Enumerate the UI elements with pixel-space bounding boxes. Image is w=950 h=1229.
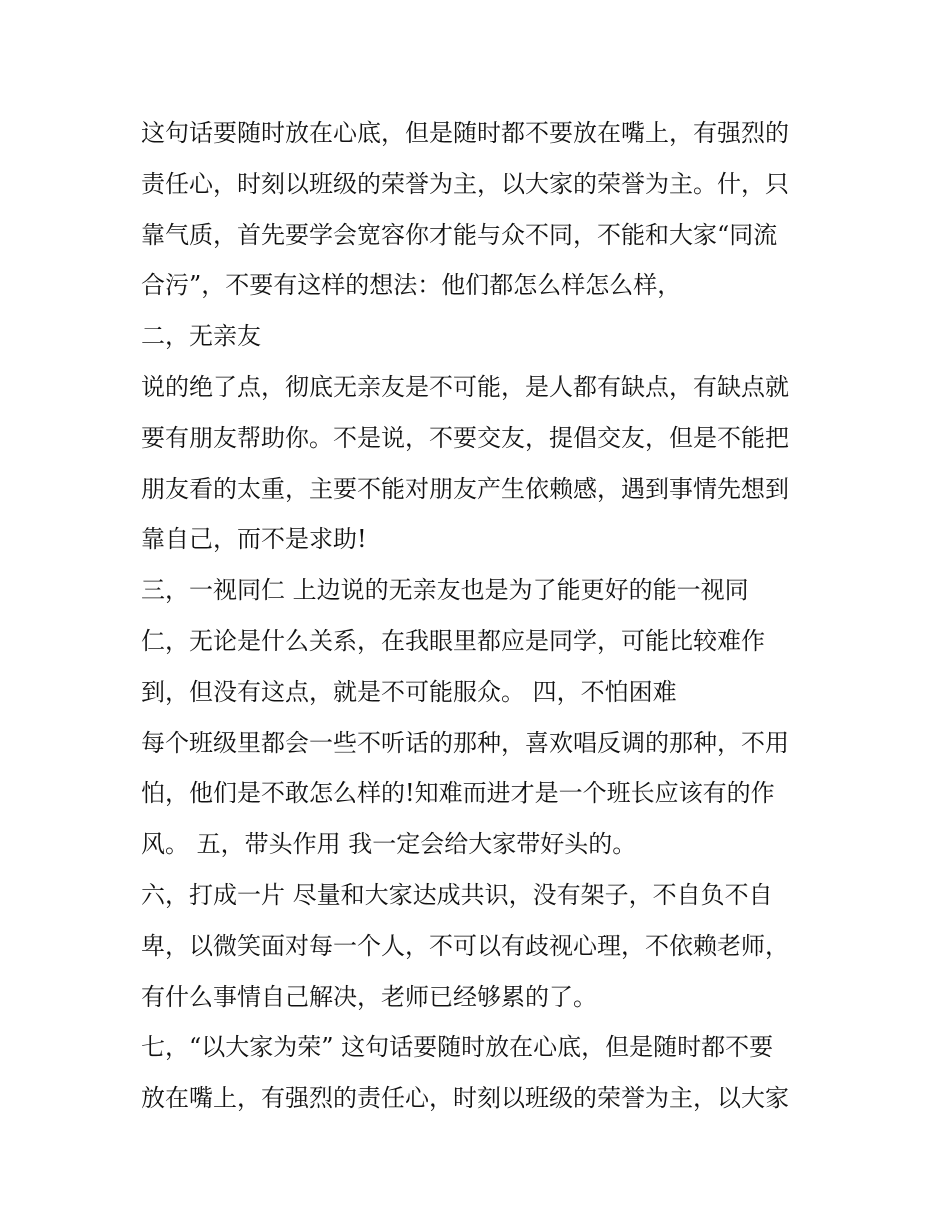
section-heading-2: 二，无亲友 xyxy=(141,322,261,351)
text-line-12: 到，但没有这点，就是不可能服众。 四，不怕困难 xyxy=(141,677,677,706)
text-line-13: 每个班级里都会一些不听话的那种，喜欢唱反调的那种，不用 xyxy=(141,728,789,757)
text-line-3: 靠气质，首先要学会宽容你才能与众不同，不能和大家“同流 xyxy=(141,220,778,249)
document-body xyxy=(141,108,821,1124)
text-line-17: 卑，以微笑面对每一个人，不可以有歧视心理，不依赖老师， xyxy=(141,931,789,960)
text-line-6: 说的绝了点，彻底无亲友是不可能，是人都有缺点，有缺点就 xyxy=(141,372,789,401)
text-line-16: 六，打成一片 尽量和大家达成共识，没有架子，不自负不自 xyxy=(141,880,773,909)
text-line-10: 三，一视同仁 上边说的无亲友也是为了能更好的能一视同 xyxy=(141,576,749,605)
text-line-11: 仁，无论是什么关系，在我眼里都应是同学，可能比较难作 xyxy=(141,626,765,655)
text-line-20: 放在嘴上，有强烈的责任心，时刻以班级的荣誉为主，以大家 xyxy=(141,1084,789,1113)
text-line-8: 朋友看的太重，主要不能对朋友产生依赖感，遇到事情先想到 xyxy=(141,474,789,503)
text-line-19: 七，“以大家为荣” 这句话要随时放在心底，但是随时都不要 xyxy=(141,1033,774,1062)
text-line-2: 责任心，时刻以班级的荣誉为主，以大家的荣誉为主。什，只 xyxy=(141,169,789,198)
text-line-1: 这句话要随时放在心底，但是随时都不要放在嘴上，有强烈的 xyxy=(141,119,789,147)
text-line-7: 要有朋友帮助你。不是说，不要交友，提倡交友，但是不能把 xyxy=(141,423,789,452)
text-line-4: 合污”，不要有这样的想法：他们都怎么样怎么样， xyxy=(141,271,682,300)
text-line-9: 靠自己，而不是求助! xyxy=(141,525,367,554)
text-line-18: 有什么事情自己解决，老师已经够累的了。 xyxy=(141,982,597,1011)
text-line-15: 风。 五，带头作用 我一定会给大家带好头的。 xyxy=(141,830,637,859)
text-line-14: 怕，他们是不敢怎么样的!知难而进才是一个班长应该有的作 xyxy=(141,779,775,808)
